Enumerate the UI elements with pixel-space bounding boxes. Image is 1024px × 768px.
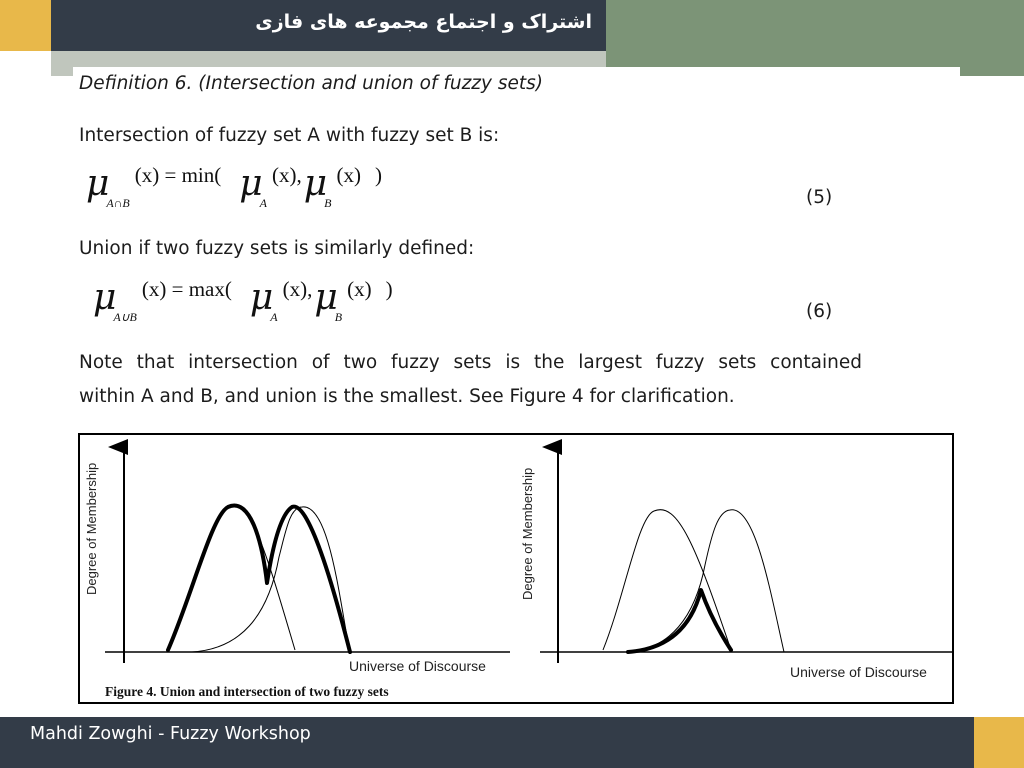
equation-text: (x) [336, 163, 361, 187]
union-plot [84, 447, 510, 674]
equation-5 [86, 163, 382, 210]
accent-block-top-left [0, 0, 51, 51]
mu-symbol: μ [249, 277, 274, 318]
subscript: B [334, 310, 343, 324]
y-axis-label: Degree of Membership [84, 462, 99, 595]
equation-text: (x) = min( [134, 163, 222, 187]
equation-text: ) [385, 277, 393, 301]
equation-number-5: (5) [806, 187, 833, 208]
equation-text: (x) = max( [141, 277, 232, 301]
intersection-plot [520, 447, 952, 680]
definition-heading: Definition 6. (Intersection and union of fuzzy sets) [79, 73, 543, 94]
slide-title: اشتراک و اجتماع مجموعه های فازی [255, 11, 592, 33]
subscript: A∩B [106, 196, 130, 210]
mu-symbol: μ [303, 163, 328, 204]
title-bar [51, 0, 606, 51]
x-axis-label: Universe of Discourse [790, 664, 927, 680]
intersection-intro: Intersection of fuzzy set A with fuzzy set B is: [79, 125, 500, 146]
green-block-top-right [606, 0, 1024, 67]
union-intro: Union if two fuzzy sets is similarly defined: [79, 238, 475, 259]
mu-symbol: μ [314, 277, 338, 318]
subscript: A [270, 310, 278, 324]
mu-symbol: μ [86, 163, 110, 204]
subscript: A∪B [113, 310, 137, 324]
note-line-1: Note that intersection of two fuzzy sets is the largest fuzzy sets contained [79, 352, 862, 373]
footer-text: Mahdi Zowghi - Fuzzy Workshop [30, 724, 311, 744]
y-axis-label: Degree of Membership [520, 467, 535, 600]
subscript: A [259, 196, 267, 210]
intersection-curve [628, 590, 731, 652]
figure-caption: Figure 4. Union and intersection of two fuzzy sets [105, 684, 389, 699]
equation-number-6: (6) [806, 301, 833, 322]
note-line-2: within A and B, and union is the smallest. See Figure 4 for clarification. [79, 386, 735, 407]
membership-curve-a [603, 510, 731, 650]
figure-graphic [80, 435, 952, 702]
green-tab [960, 67, 1024, 76]
equation-text: (x), [282, 277, 313, 301]
membership-curve-a [168, 506, 295, 650]
equation-6 [93, 277, 393, 324]
equation-text: ) [374, 163, 382, 187]
figure-4 [78, 433, 954, 704]
accent-block-bottom-right [974, 717, 1024, 768]
subscript: B [324, 196, 332, 210]
x-axis-label: Universe of Discourse [349, 658, 486, 674]
equation-text: (x) [347, 277, 372, 301]
mu-symbol: μ [239, 163, 263, 204]
equation-text: (x), [271, 163, 302, 187]
mu-symbol: μ [93, 277, 117, 318]
